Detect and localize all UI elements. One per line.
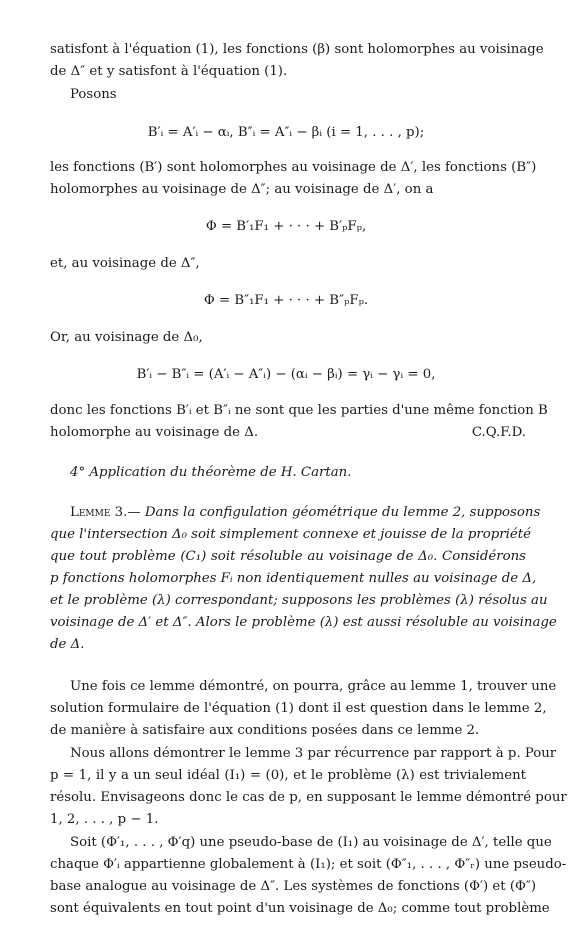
text-line: p = 1, il y a un seul idéal (I₁) = (0), et le problème (λ) est trivialement (50, 768, 526, 783)
lemma-line: p fonctions holomorphes Fᵢ non identiquement nulles au voisinage de Δ, (50, 571, 537, 586)
qed-mark: C.Q.F.D. (471, 425, 526, 440)
text-line: Nous allons démontrer le lemme 3 par récurrence par rapport à p. Pour (70, 746, 557, 761)
lemma-text: Dans la configulation géométrique du lemme 2, supposons (144, 505, 541, 520)
equation: B′ᵢ = A′ᵢ − αᵢ, B″ᵢ = A″ᵢ − βᵢ (i = 1, . . . , p); (147, 125, 425, 140)
text-line: sont équivalents en tout point d'un voisinage de Δ₀; comme tout problème (50, 901, 550, 916)
equation: Φ = B″₁F₁ + · · · + B″ₚFₚ. (203, 293, 369, 308)
lemma-line: que l'intersection Δ₀ soit simplement connexe et jouisse de la propriété (50, 527, 531, 542)
lemma-line: et le problème (λ) correspondant; supposons les problèmes (λ) résolus au (50, 593, 548, 608)
text-line: Or, au voisinage de Δ₀, (50, 330, 203, 345)
lemma-label: Lemme 3.— (70, 505, 141, 520)
text-line: et, au voisinage de Δ″, (50, 256, 200, 271)
section-heading: 4° Application du théorème de H. Cartan. (70, 465, 352, 480)
text-line: Une fois ce lemme démontré, on pourra, grâce au lemme 1, trouver une (70, 679, 557, 694)
text-line: holomorphes au voisinage de Δ″; au voisinage de Δ′, on a (50, 182, 434, 197)
text-line: les fonctions (B′) sont holomorphes au voisinage de Δ′, les fonctions (B″) (50, 160, 537, 175)
text-line: Posons (70, 87, 117, 102)
equation: B′ᵢ − B″ᵢ = (A′ᵢ − A″ᵢ) − (αᵢ − βᵢ) = γᵢ − γᵢ = 0, (136, 367, 436, 382)
text-line: base analogue au voisinage de Δ″. Les systèmes de fonctions (Φ′) et (Φ″) (50, 879, 537, 894)
lemma-line: voisinage de Δ′ et Δ″. Alors le problème (λ) est aussi résoluble au voisinage (50, 615, 557, 630)
text-span: holomorphe au voisinage de Δ. (50, 425, 259, 440)
text-line: donc les fonctions B′ᵢ et B″ᵢ ne sont que les parties d'une même fonction B (50, 403, 548, 418)
text-line: solution formulaire de l'équation (1) dont il est question dans le lemme 2, (50, 701, 547, 716)
text-line: de manière à satisfaire aux conditions posées dans ce lemme 2. (50, 723, 480, 738)
text-line: 1, 2, . . . , p − 1. (50, 812, 159, 827)
lemma-line: que tout problème (C₁) soit résoluble au voisinage de Δ₀. Considérons (50, 549, 526, 564)
equation: Φ = B′₁F₁ + · · · + B′ₚFₚ, (205, 219, 367, 234)
text-line: chaque Φ′ᵢ appartienne globalement à (I₁); et soit (Φ″₁, . . . , Φ″ᵣ) une pseudo- (50, 857, 567, 872)
text-line: Soit (Φ′₁, . . . , Φ′q) une pseudo-base de (I₁) au voisinage de Δ′, telle que (70, 835, 552, 850)
lemma-line (70, 504, 541, 522)
text-line: satisfont à l'équation (1), les fonctions (β) sont holomorphes au voisinage (50, 42, 544, 57)
text-line: résolu. Envisageons donc le cas de p, en supposant le lemme démontré pour (50, 790, 567, 805)
text-line (50, 424, 526, 442)
text-line: de Δ″ et y satisfont à l'équation (1). (50, 64, 288, 79)
lemma-line: de Δ. (50, 637, 85, 652)
